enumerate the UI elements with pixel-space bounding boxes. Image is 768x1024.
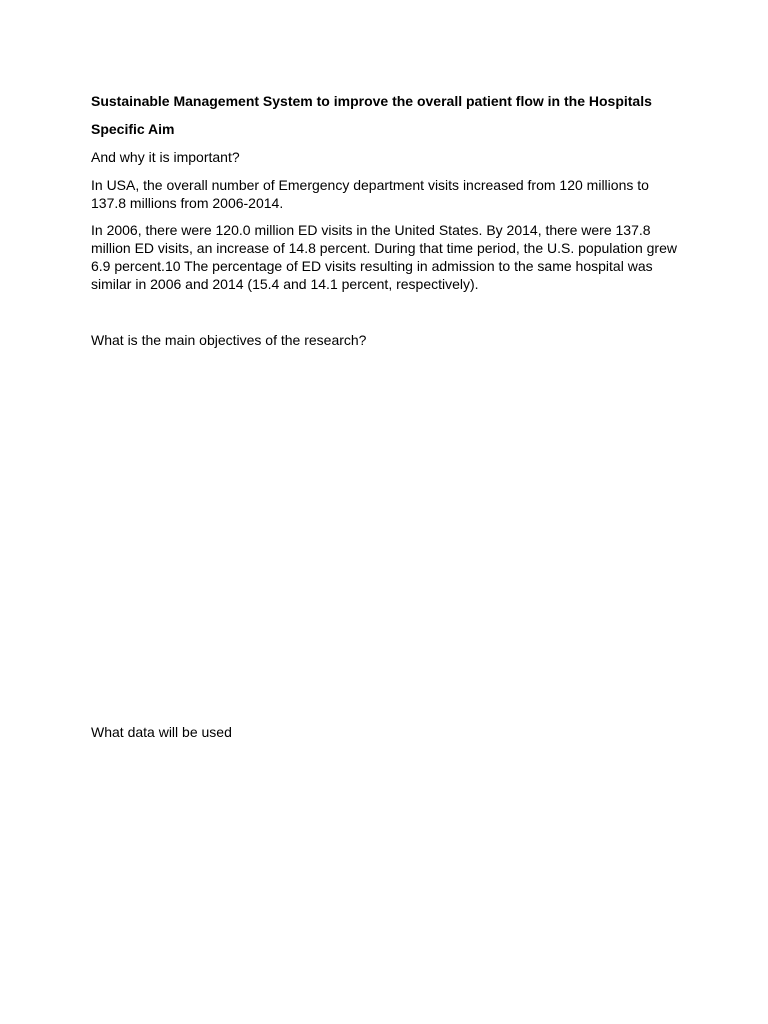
paragraph-line: 6.9 percent.10 The percentage of ED visits resulting in admission to the same hospital was — [91, 258, 653, 274]
data-question: What data will be used — [91, 724, 232, 740]
paragraph-line: similar in 2006 and 2014 (15.4 and 14.1 percent, respectively). — [91, 276, 479, 292]
paragraph-line: In USA, the overall number of Emergency department visits increased from 120 millions to — [91, 177, 649, 193]
specific-aim-heading: Specific Aim — [91, 121, 175, 137]
document-title: Sustainable Management System to improve the overall patient flow in the Hospitals — [91, 93, 652, 109]
why-important-text: And why it is important? — [91, 149, 240, 165]
paragraph-line: million ED visits, an increase of 14.8 percent. During that time period, the U.S. population grew — [91, 240, 677, 256]
objectives-question: What is the main objectives of the research? — [91, 332, 367, 348]
paragraph-line: In 2006, there were 120.0 million ED visits in the United States. By 2014, there were 137.8 — [91, 222, 651, 238]
paragraph-line: 137.8 millions from 2006-2014. — [91, 195, 284, 211]
paragraph-ed-visits-detail — [91, 221, 691, 293]
paragraph-ed-visits-summary — [91, 176, 691, 212]
